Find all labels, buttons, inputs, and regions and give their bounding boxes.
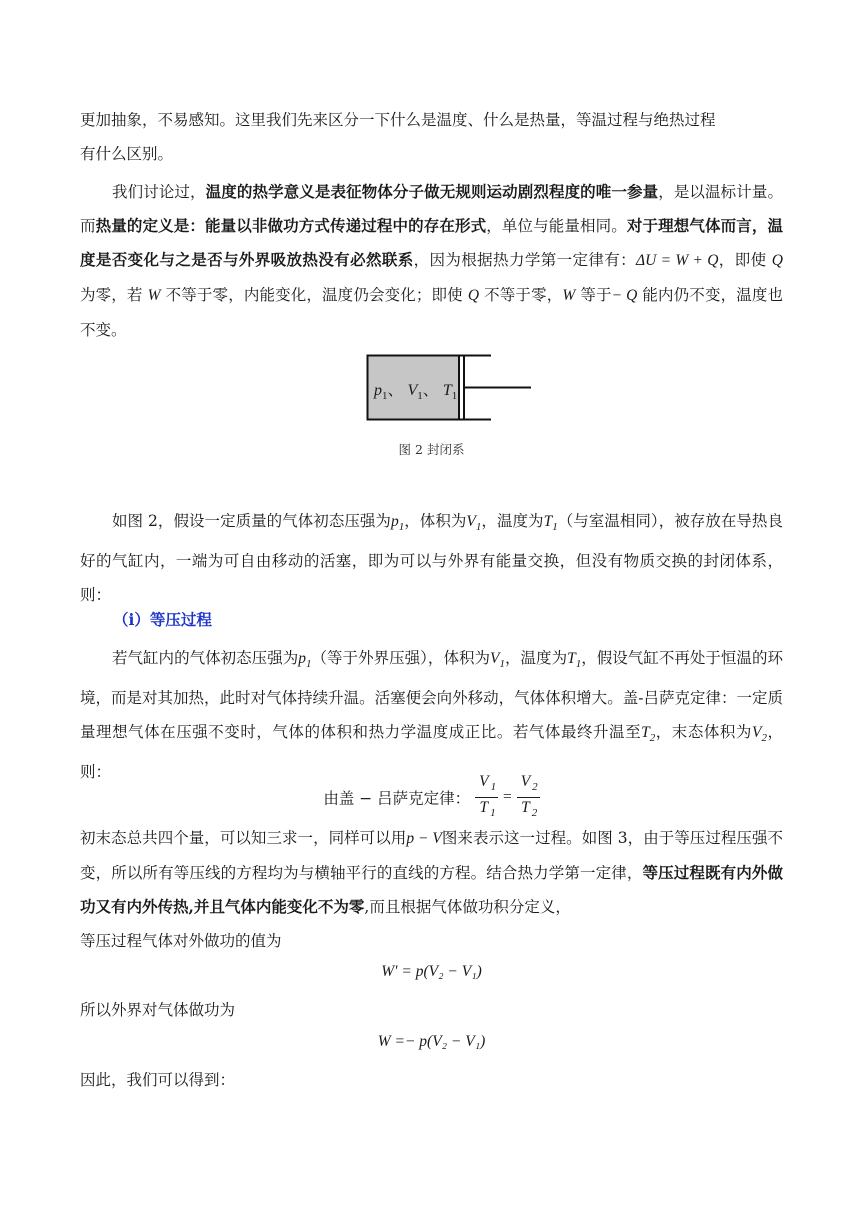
text: ,而且根据气体做功积分定义， [364, 898, 571, 916]
bold-text: 对于理想气体而言，温度是否变化与之是否与外界吸放热没有必然联系 [80, 216, 783, 269]
temperature-symbol: T [442, 382, 452, 399]
text: ，温度为 [504, 649, 568, 667]
math-symbol: p [390, 513, 399, 530]
text: 我们讨论过， [112, 183, 206, 201]
equals-sign: = [503, 788, 512, 806]
subscript: 2 [761, 732, 767, 745]
work-by-gas-equation: W′ = p(V₂ − V₁) [381, 963, 482, 980]
subscript: 1 [382, 390, 388, 403]
text: ，即使 [718, 251, 772, 269]
text: 不等于零，内能变化，温度仍会变化；即使 [160, 286, 468, 304]
math-symbol: T [567, 650, 576, 667]
subscript: 2 [649, 732, 656, 745]
subscript: 2 [532, 781, 538, 794]
text: ，单位与能量相同。 [486, 217, 627, 235]
bold-text: 等压过程既有内外做功又有内外传热,并且气体内能变化不为零 [80, 863, 783, 916]
separator: 、 [387, 382, 404, 399]
subscript: 1 [475, 521, 482, 534]
math-symbol: T [641, 724, 650, 742]
math-symbol: p [298, 650, 306, 667]
text: 若气缸内的气体初态压强为 [112, 649, 299, 667]
text: 能内仍不变，温度也不变。 [80, 286, 784, 339]
figure-caption: 图 2 封闭系 [398, 442, 465, 457]
first-law-equation: ΔU = W + Q [636, 252, 719, 269]
text: ，假设气缸不再处于恒温的环境，而是对其加热，此时对气体持续升温。活塞便会向外移动，气体体积增大。盖-吕萨克定律：一定质量理想气体在压强不变时，气体的体积和热力学温度成正比。若气体最终升温至 [80, 649, 783, 742]
math-symbol: V [466, 513, 476, 530]
math-symbol: − Q [611, 287, 638, 304]
work-on-gas-equation: W =− p(V₂ − V₁) [377, 1033, 486, 1050]
fraction-left [475, 772, 498, 823]
subscript: 1 [417, 390, 423, 403]
subscript: 1 [499, 658, 505, 671]
separator: 、 [422, 382, 439, 399]
text: 等压过程气体对外做功的值为 [80, 932, 282, 950]
section-heading-isobaric: （i）等压过程 [113, 610, 212, 629]
math-symbol: W [147, 287, 161, 304]
volume-symbol: V [407, 382, 418, 399]
paragraph-setup [80, 504, 783, 612]
text: 如图 2，假设一定质量的气体初态压强为 [112, 512, 391, 530]
subscript: 1 [575, 658, 582, 671]
subscript: 1 [451, 390, 458, 403]
text: 等于 [575, 286, 612, 304]
bold-text: 热量的定义是：能量以非做功方式传递过程中的存在形式 [95, 216, 487, 235]
subscript: 1 [552, 521, 558, 534]
paragraph-intro [80, 103, 783, 171]
subscript: 2 [531, 807, 538, 820]
figure-closed-system [366, 354, 536, 422]
text: 更加抽象，不易感知。这里我们先来区分一下什么是温度、什么是热量，等温过程与绝热过程 [80, 111, 716, 129]
text-line: 所以外界对气体做功为 [80, 1001, 236, 1019]
text: ，因为根据热力学第一定律有： [413, 251, 637, 269]
text: 为零，若 [80, 286, 148, 304]
text: ，体积为 [404, 512, 467, 530]
text: 有什么区别。 [80, 145, 174, 163]
text: 图来表示这一过程。如图 3，由于等压过程压强不变，所以所有等压线的方程均为与横轴平行的直线的方程。结合热力学第一定律， [80, 829, 783, 882]
numerator [475, 772, 498, 798]
state-label [374, 377, 457, 402]
bold-text: 温度的热学意义是表征物体分子做无规则运动剧烈程度的唯一参量 [205, 182, 659, 201]
fraction-right [517, 772, 540, 823]
text: 初末态总共四个量，可以知三求一，同样可以用 [80, 829, 407, 847]
math-symbol: V [751, 724, 762, 742]
math-symbol: W [562, 287, 576, 304]
subscript: 1 [306, 658, 312, 671]
paragraph-isobaric [80, 641, 783, 789]
law-label: 由盖 − 吕萨克定律： [323, 789, 471, 808]
math-symbol: p − V [406, 830, 442, 847]
text: 不等于零， [479, 286, 563, 304]
text: ，温度为 [481, 512, 544, 530]
math-symbol: V [490, 650, 500, 667]
pressure-symbol: p [374, 382, 382, 399]
text: ，末态体积为 [655, 723, 752, 742]
paragraph-temperature-heat [80, 175, 783, 347]
text: （与室温相同），被存放在导热良好的气缸内，一端为可自由移动的活塞，即为可以与外界有能量交换，但没有物质交换的封闭体系，则： [80, 512, 783, 605]
subscript: 1 [490, 807, 496, 820]
subscript: 1 [490, 781, 497, 794]
symbol: V [520, 773, 531, 790]
math-symbol: Q [467, 287, 480, 304]
piston [459, 356, 464, 420]
denominator [475, 798, 498, 823]
text: （等于外界压强），体积为 [311, 649, 491, 667]
text-line: 因此，我们可以得到： [80, 1071, 236, 1089]
symbol: T [479, 799, 489, 817]
numerator [517, 772, 540, 798]
denominator [517, 798, 540, 823]
symbol: V [479, 773, 489, 790]
text: ，则： [80, 723, 783, 782]
subscript: 1 [398, 521, 405, 534]
gay-lussac-law [80, 772, 783, 822]
text: ，是以温标计量。而 [80, 183, 783, 235]
symbol: T [521, 799, 530, 817]
math-symbol: Q [771, 252, 783, 269]
paragraph-pv-diagram [80, 821, 783, 958]
math-symbol: T [543, 513, 553, 530]
